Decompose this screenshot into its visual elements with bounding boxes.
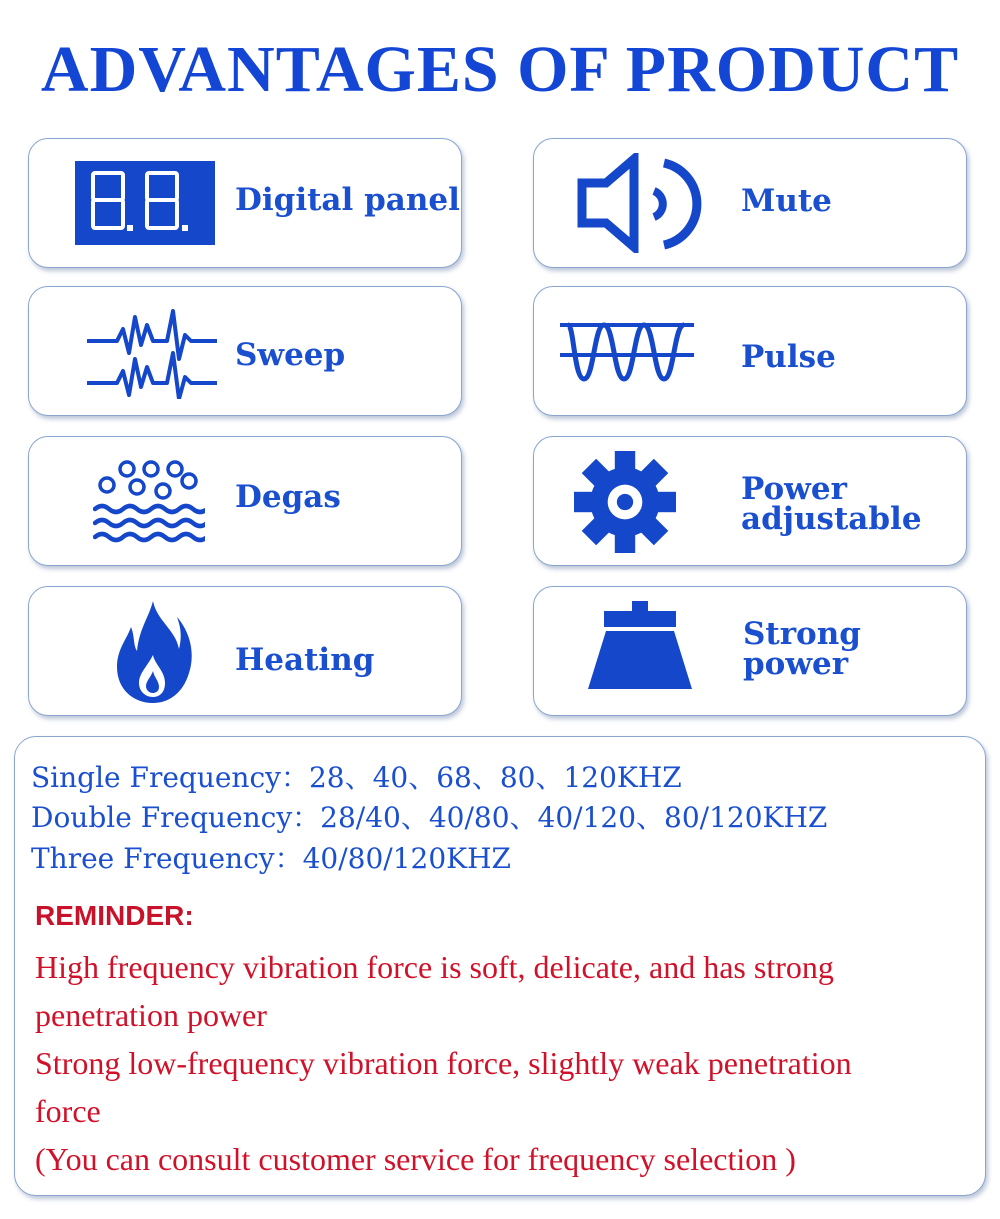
three-frequency-text: Three Frequency：40/80/120KHZ (31, 842, 511, 875)
reminder-text (35, 943, 975, 1183)
reminder-line: penetration power (35, 997, 267, 1033)
feature-label: Degas (235, 479, 341, 515)
feature-card-pulse (533, 286, 967, 416)
frequency-info-panel (14, 736, 986, 1196)
page-title: ADVANTAGES OF PRODUCT (40, 33, 960, 106)
single-frequency-text: Single Frequency：28、40、68、80、120KHZ (31, 761, 682, 794)
feature-label: Power adjustable (741, 471, 922, 537)
feature-card-mute (533, 138, 967, 268)
double-frequency-text: Double Frequency：28/40、40/80、40/120、80/120KHZ (31, 801, 828, 834)
pulse-wave-icon (560, 321, 694, 385)
feature-card-power-adjustable (533, 436, 967, 566)
speaker-mute-icon (576, 153, 708, 253)
feature-label: Sweep (235, 337, 346, 373)
feature-card-degas (28, 436, 462, 566)
reminder-line: High frequency vibration force is soft, delicate, and has strong (35, 949, 834, 985)
bubbles-water-icon (93, 459, 205, 547)
transducer-icon (586, 601, 694, 691)
flame-icon (113, 599, 193, 703)
feature-card-strong-power (533, 586, 967, 716)
sweep-wave-icon (87, 305, 217, 399)
feature-label: Heating (235, 642, 375, 678)
feature-card-digital-panel (28, 138, 462, 268)
reminder-line: force (35, 1093, 101, 1129)
feature-card-sweep (28, 286, 462, 416)
feature-label: Mute (741, 183, 832, 219)
feature-label: Digital panel (235, 182, 460, 218)
reminder-line: Strong low-frequency vibration force, slightly weak penetration (35, 1045, 852, 1081)
feature-card-heating (28, 586, 462, 716)
reminder-title: REMINDER: (35, 900, 194, 931)
digital-display-icon (75, 161, 215, 245)
feature-label: Pulse (741, 339, 836, 375)
feature-label: Strong power (743, 616, 861, 682)
gear-icon (574, 451, 676, 553)
reminder-line: (You can consult customer service for frequency selection ) (35, 1141, 796, 1177)
